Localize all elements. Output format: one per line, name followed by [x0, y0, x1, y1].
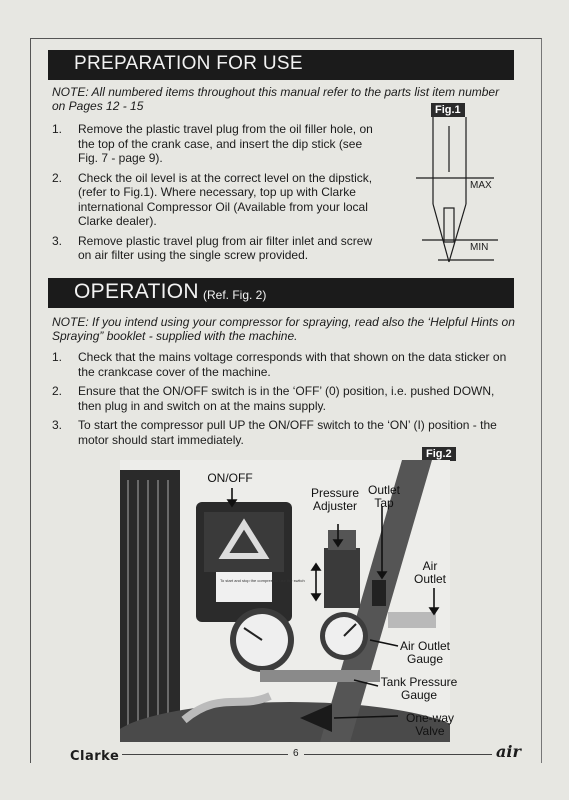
fig2-label: Fig.2 — [422, 447, 456, 461]
operation-steps — [52, 350, 518, 452]
label-air-outlet: Air Outlet — [413, 559, 446, 586]
step-text: Remove the plastic travel plug from the oil filler hole, on the top of the crank case, and insert the dip stick (see Fig. 7 - page 9). — [78, 122, 373, 165]
section-heading-preparation — [48, 50, 514, 80]
fig1-dipstick-diagram — [410, 112, 502, 272]
prep-step-3 — [52, 234, 382, 263]
step-number: 1. — [52, 122, 63, 136]
step-text: To start the compressor pull UP the ON/OFF switch to the ‘ON’ (I) position - the motor should start immediately. — [78, 418, 497, 447]
label-air-outlet-gauge: Air Outlet Gauge — [399, 639, 450, 666]
step-number: 2. — [52, 384, 63, 398]
section-heading-operation — [48, 278, 514, 308]
section-ref: (Ref. Fig. 2) — [203, 288, 267, 302]
operation-note: NOTE: If you intend using your compressor for spraying, read also the ‘Helpful Hints on Spraying” booklet - supplied with the machine. — [52, 315, 515, 343]
sticker-text: To start and stop the compressor use the switch — [220, 578, 305, 583]
step-number: 3. — [52, 418, 63, 432]
max-label: MAX — [470, 180, 492, 191]
fig1-label: Fig.1 — [431, 103, 465, 117]
pressure-regulator — [324, 548, 360, 608]
page-number: 6 — [293, 748, 299, 759]
air-outlet-coupling — [388, 612, 436, 628]
prep-step-1 — [52, 122, 382, 166]
outlet-tap — [372, 580, 386, 606]
operation-step-1 — [52, 350, 518, 379]
step-number: 2. — [52, 170, 63, 185]
label-outlet-tap: Outlet Tap — [367, 483, 400, 510]
section-title: PREPARATION FOR USE — [74, 53, 303, 74]
label-on-off: ON/OFF — [207, 471, 253, 485]
operation-step-3 — [52, 418, 518, 447]
label-tank-pressure-gauge: Tank Pressure Gauge — [380, 675, 458, 702]
step-text: Remove plastic travel plug from air filter inlet and screw on air filter using the single screw provided. — [78, 233, 373, 262]
step-number: 3. — [52, 233, 63, 248]
footer-rule-right — [304, 754, 492, 755]
prep-step-2 — [52, 171, 382, 229]
label-one-way-valve: One-way Valve — [405, 711, 455, 738]
dipstick-tip-left — [433, 204, 449, 262]
prep-steps — [52, 122, 382, 268]
step-text: Check the oil level is at the correct level on the dipstick, (refer to Fig.1). Where necessary, top up with Clarke international Compressor Oil (Available from your local Clarke dealer). — [78, 170, 373, 228]
operation-step-2 — [52, 384, 518, 413]
dipstick-blade — [444, 208, 454, 242]
switch-sticker — [216, 572, 272, 602]
footer-air-logo: air — [496, 742, 521, 761]
min-label: MIN — [470, 242, 489, 253]
step-number: 1. — [52, 350, 63, 364]
dipstick-tip-right — [449, 204, 466, 262]
footer-rule-left — [122, 754, 288, 755]
prep-note: NOTE: All numbered items throughout this manual refer to the parts list item number on Pages 12 - 15 — [52, 85, 500, 113]
label-pressure-adjuster: Pressure Adjuster — [310, 486, 360, 513]
section-title: OPERATION — [74, 280, 199, 303]
footer-brand-logo: Clarke — [70, 749, 120, 764]
step-text: Ensure that the ON/OFF switch is in the ‘OFF’ (0) position, i.e. pushed DOWN, then plug in and switch on at the mains supply. — [78, 384, 495, 413]
step-text: Check that the mains voltage corresponds with that shown on the data sticker on the crankcase cover of the machine. — [78, 350, 507, 379]
